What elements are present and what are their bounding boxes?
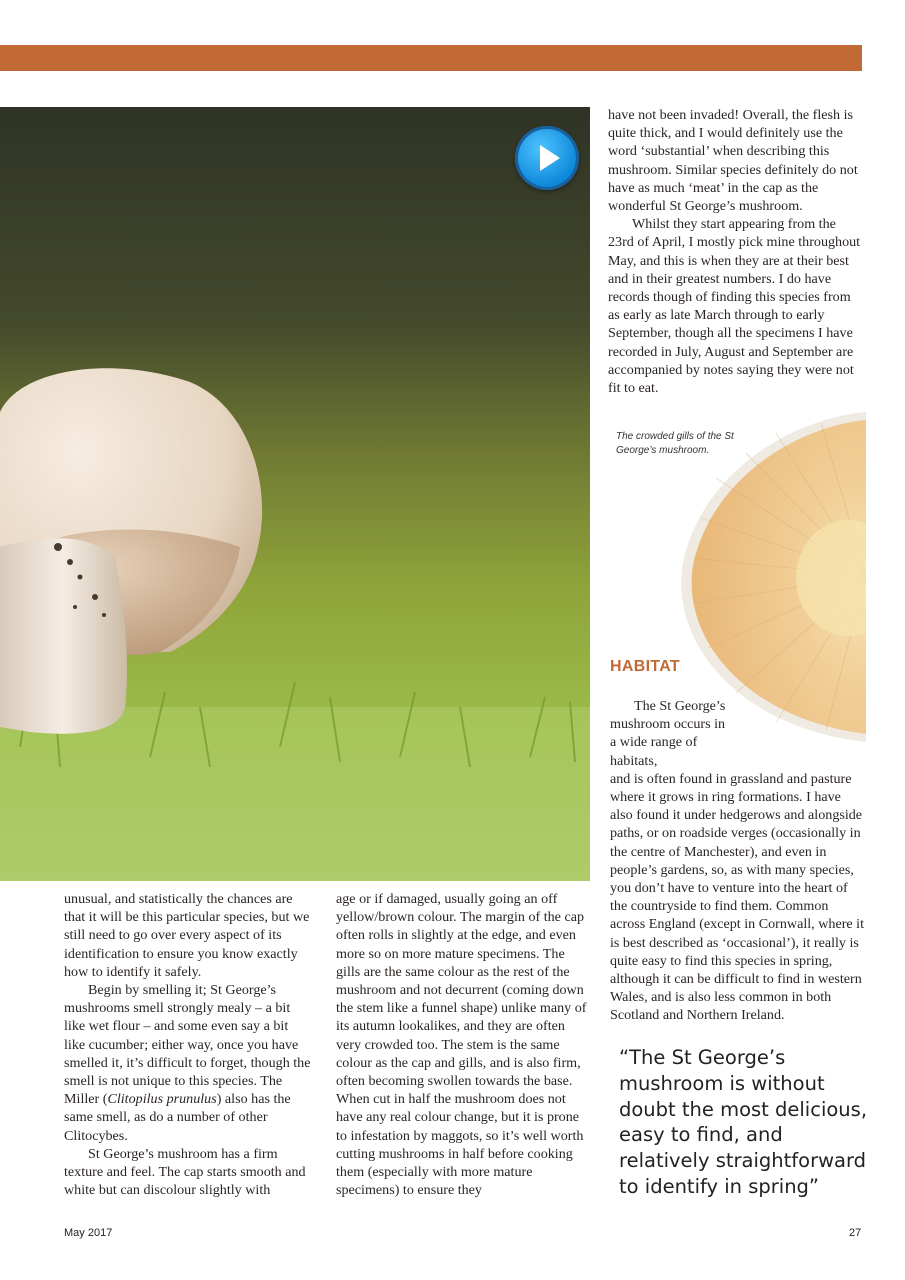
paragraph: Whilst they start appearing from the 23rd of April, I mostly pick mine throughout May, and this is when they are at their best and in their greatest numbers. I do have records though of finding this species from as early as late March through to early September, though all the specimens I have recorded in July, August and September are accompanied by notes saying they were not fit to eat. [608, 216, 861, 397]
body-column-1 [64, 890, 312, 1199]
habitat-column [610, 697, 864, 1025]
play-icon [515, 126, 579, 190]
pull-quote: “The St George’s mushroom is without doubt the most delicious, easy to find, and relatively straightforward to identify in spring” [619, 1046, 868, 1198]
header-accent-bar [0, 45, 862, 71]
paragraph: age or if damaged, usually going an off yellow/brown colour. The margin of the cap often rolls in slightly at the edge, and even more so on more mature specimens. The gills are the same colour as the rest of the mushroom and not decurrent (coming down the stem like a funnel shape) unlike many of its autumn lookalikes, and they are often very crowded too. The stem is the same colour as the cap and gills, and is also firm, often becoming swollen towards the base. When cut in half the mushroom does not have any real colour change, but it is prone to infestation by maggots, so it’s well worth cutting mushrooms in half before cooking them (especially with more mature specimens) to ensure they [336, 891, 587, 1199]
body-column-2 [336, 890, 588, 1199]
mushroom-photo [0, 107, 590, 881]
section-heading-habitat: HABITAT [610, 658, 680, 675]
page-number: 27 [849, 1227, 862, 1239]
paragraph: The St George’s mushroom occurs in a wide range of habitats, [610, 698, 726, 769]
paragraph: Begin by smelling it; St George’s mushrooms smell strongly mealy – a bit like wet flour – and some even say a bit like cucumber; either way, once you have smelled it, it’s difficult to forget, though the smell is not unique to this species. The Miller (Clitopilus prunulus) also has the same smell, as do a number of other Clitocybes. [64, 982, 311, 1144]
footer-date: May 2017 [64, 1227, 113, 1239]
video-play-button[interactable] [515, 126, 579, 190]
paragraph: and is often found in grassland and pasture where it grows in ring formations. I have also found it under hedgerows and alongside paths, or on roadside verges (occasionally in the centre of Manchester), and even in people’s gardens, so, as with many species, you don’t have to venture into the heart of the countryside to find them. Common across England (except in Cornwall, where it is best described as ‘occasional’), it really is quite easy to find this species in spring, although it can be difficult to find in western Wales, and is also less common in both Scotland and Northern Ireland. [610, 770, 864, 1024]
image-caption: The crowded gills of the St George’s mushroom. [616, 431, 734, 456]
paragraph: unusual, and statistically the chances are that it will be this particular species, but we still need to go over every aspect of its identification to ensure you know exactly how to identify it safely. [64, 891, 310, 980]
paragraph: St George’s mushroom has a firm texture and feel. The cap starts smooth and white but can discolour slightly with [64, 1145, 306, 1199]
body-column-3-top [608, 106, 862, 397]
paragraph: have not been invaded! Overall, the flesh is quite thick, and I would definitely use the word ‘substantial’ when describing this mushroom. Similar species definitely do not have as much ‘meat’ in the cap as the wonderful St George’s mushroom. [608, 107, 858, 215]
gills-photo [676, 408, 866, 744]
